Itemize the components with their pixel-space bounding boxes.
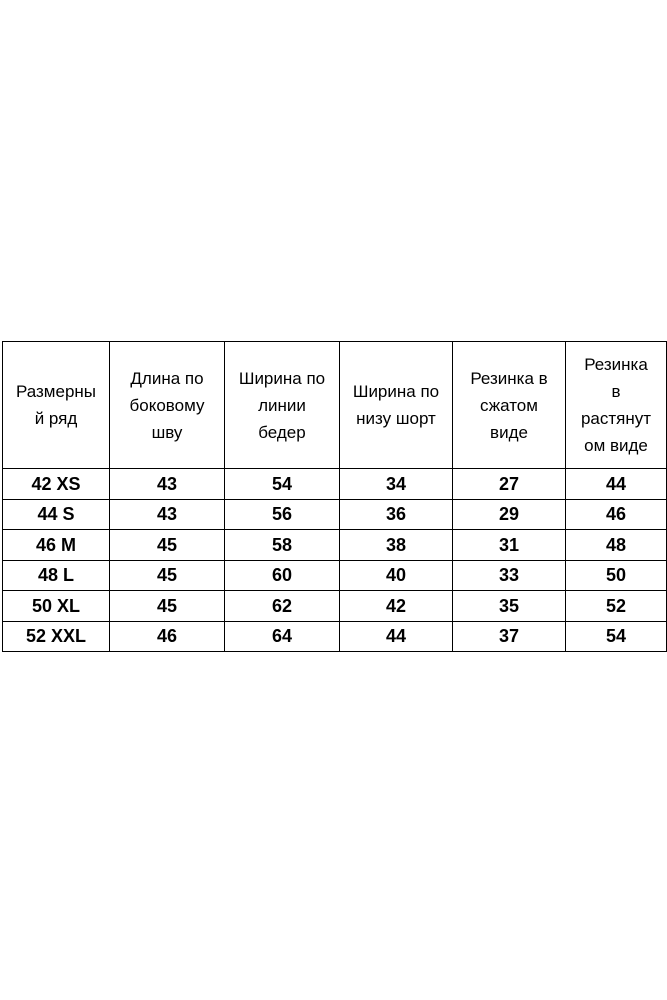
cell-bottom-width: 36: [340, 499, 453, 530]
size-chart-header: [3, 342, 667, 469]
table-row: [3, 591, 667, 622]
header-bottom-width: Ширина по низу шорт: [340, 342, 453, 469]
cell-bottom-width: 38: [340, 530, 453, 561]
cell-elastic-relaxed: 35: [453, 591, 566, 622]
cell-side-seam-length: 45: [110, 530, 225, 561]
cell-elastic-relaxed: 29: [453, 499, 566, 530]
cell-bottom-width: 40: [340, 560, 453, 591]
cell-size: 48 L: [3, 560, 110, 591]
cell-size: 44 S: [3, 499, 110, 530]
cell-elastic-stretched: 50: [566, 560, 667, 591]
cell-hip-width: 58: [225, 530, 340, 561]
cell-bottom-width: 44: [340, 621, 453, 652]
cell-hip-width: 60: [225, 560, 340, 591]
cell-elastic-relaxed: 27: [453, 469, 566, 500]
cell-elastic-stretched: 54: [566, 621, 667, 652]
header-side-seam-length: Длина по боковому шву: [110, 342, 225, 469]
cell-bottom-width: 34: [340, 469, 453, 500]
table-row: [3, 560, 667, 591]
cell-hip-width: 56: [225, 499, 340, 530]
cell-elastic-relaxed: 33: [453, 560, 566, 591]
cell-size: 42 XS: [3, 469, 110, 500]
cell-elastic-stretched: 44: [566, 469, 667, 500]
cell-side-seam-length: 45: [110, 591, 225, 622]
cell-side-seam-length: 43: [110, 499, 225, 530]
cell-elastic-stretched: 46: [566, 499, 667, 530]
cell-hip-width: 62: [225, 591, 340, 622]
cell-elastic-relaxed: 31: [453, 530, 566, 561]
table-row: [3, 530, 667, 561]
header-elastic-stretched: Резинка в растянут ом виде: [566, 342, 667, 469]
table-row: [3, 499, 667, 530]
cell-size: 50 XL: [3, 591, 110, 622]
cell-bottom-width: 42: [340, 591, 453, 622]
cell-elastic-stretched: 48: [566, 530, 667, 561]
header-size-range: Размерны й ряд: [3, 342, 110, 469]
cell-size: 52 XXL: [3, 621, 110, 652]
cell-hip-width: 64: [225, 621, 340, 652]
header-hip-width: Ширина по линии бедер: [225, 342, 340, 469]
table-row: [3, 621, 667, 652]
cell-side-seam-length: 46: [110, 621, 225, 652]
cell-elastic-relaxed: 37: [453, 621, 566, 652]
cell-side-seam-length: 45: [110, 560, 225, 591]
cell-elastic-stretched: 52: [566, 591, 667, 622]
header-row: [3, 342, 667, 469]
cell-hip-width: 54: [225, 469, 340, 500]
size-chart-body: [3, 469, 667, 652]
cell-size: 46 M: [3, 530, 110, 561]
size-chart-table: [2, 341, 667, 652]
cell-side-seam-length: 43: [110, 469, 225, 500]
header-elastic-relaxed: Резинка в сжатом виде: [453, 342, 566, 469]
table-row: [3, 469, 667, 500]
